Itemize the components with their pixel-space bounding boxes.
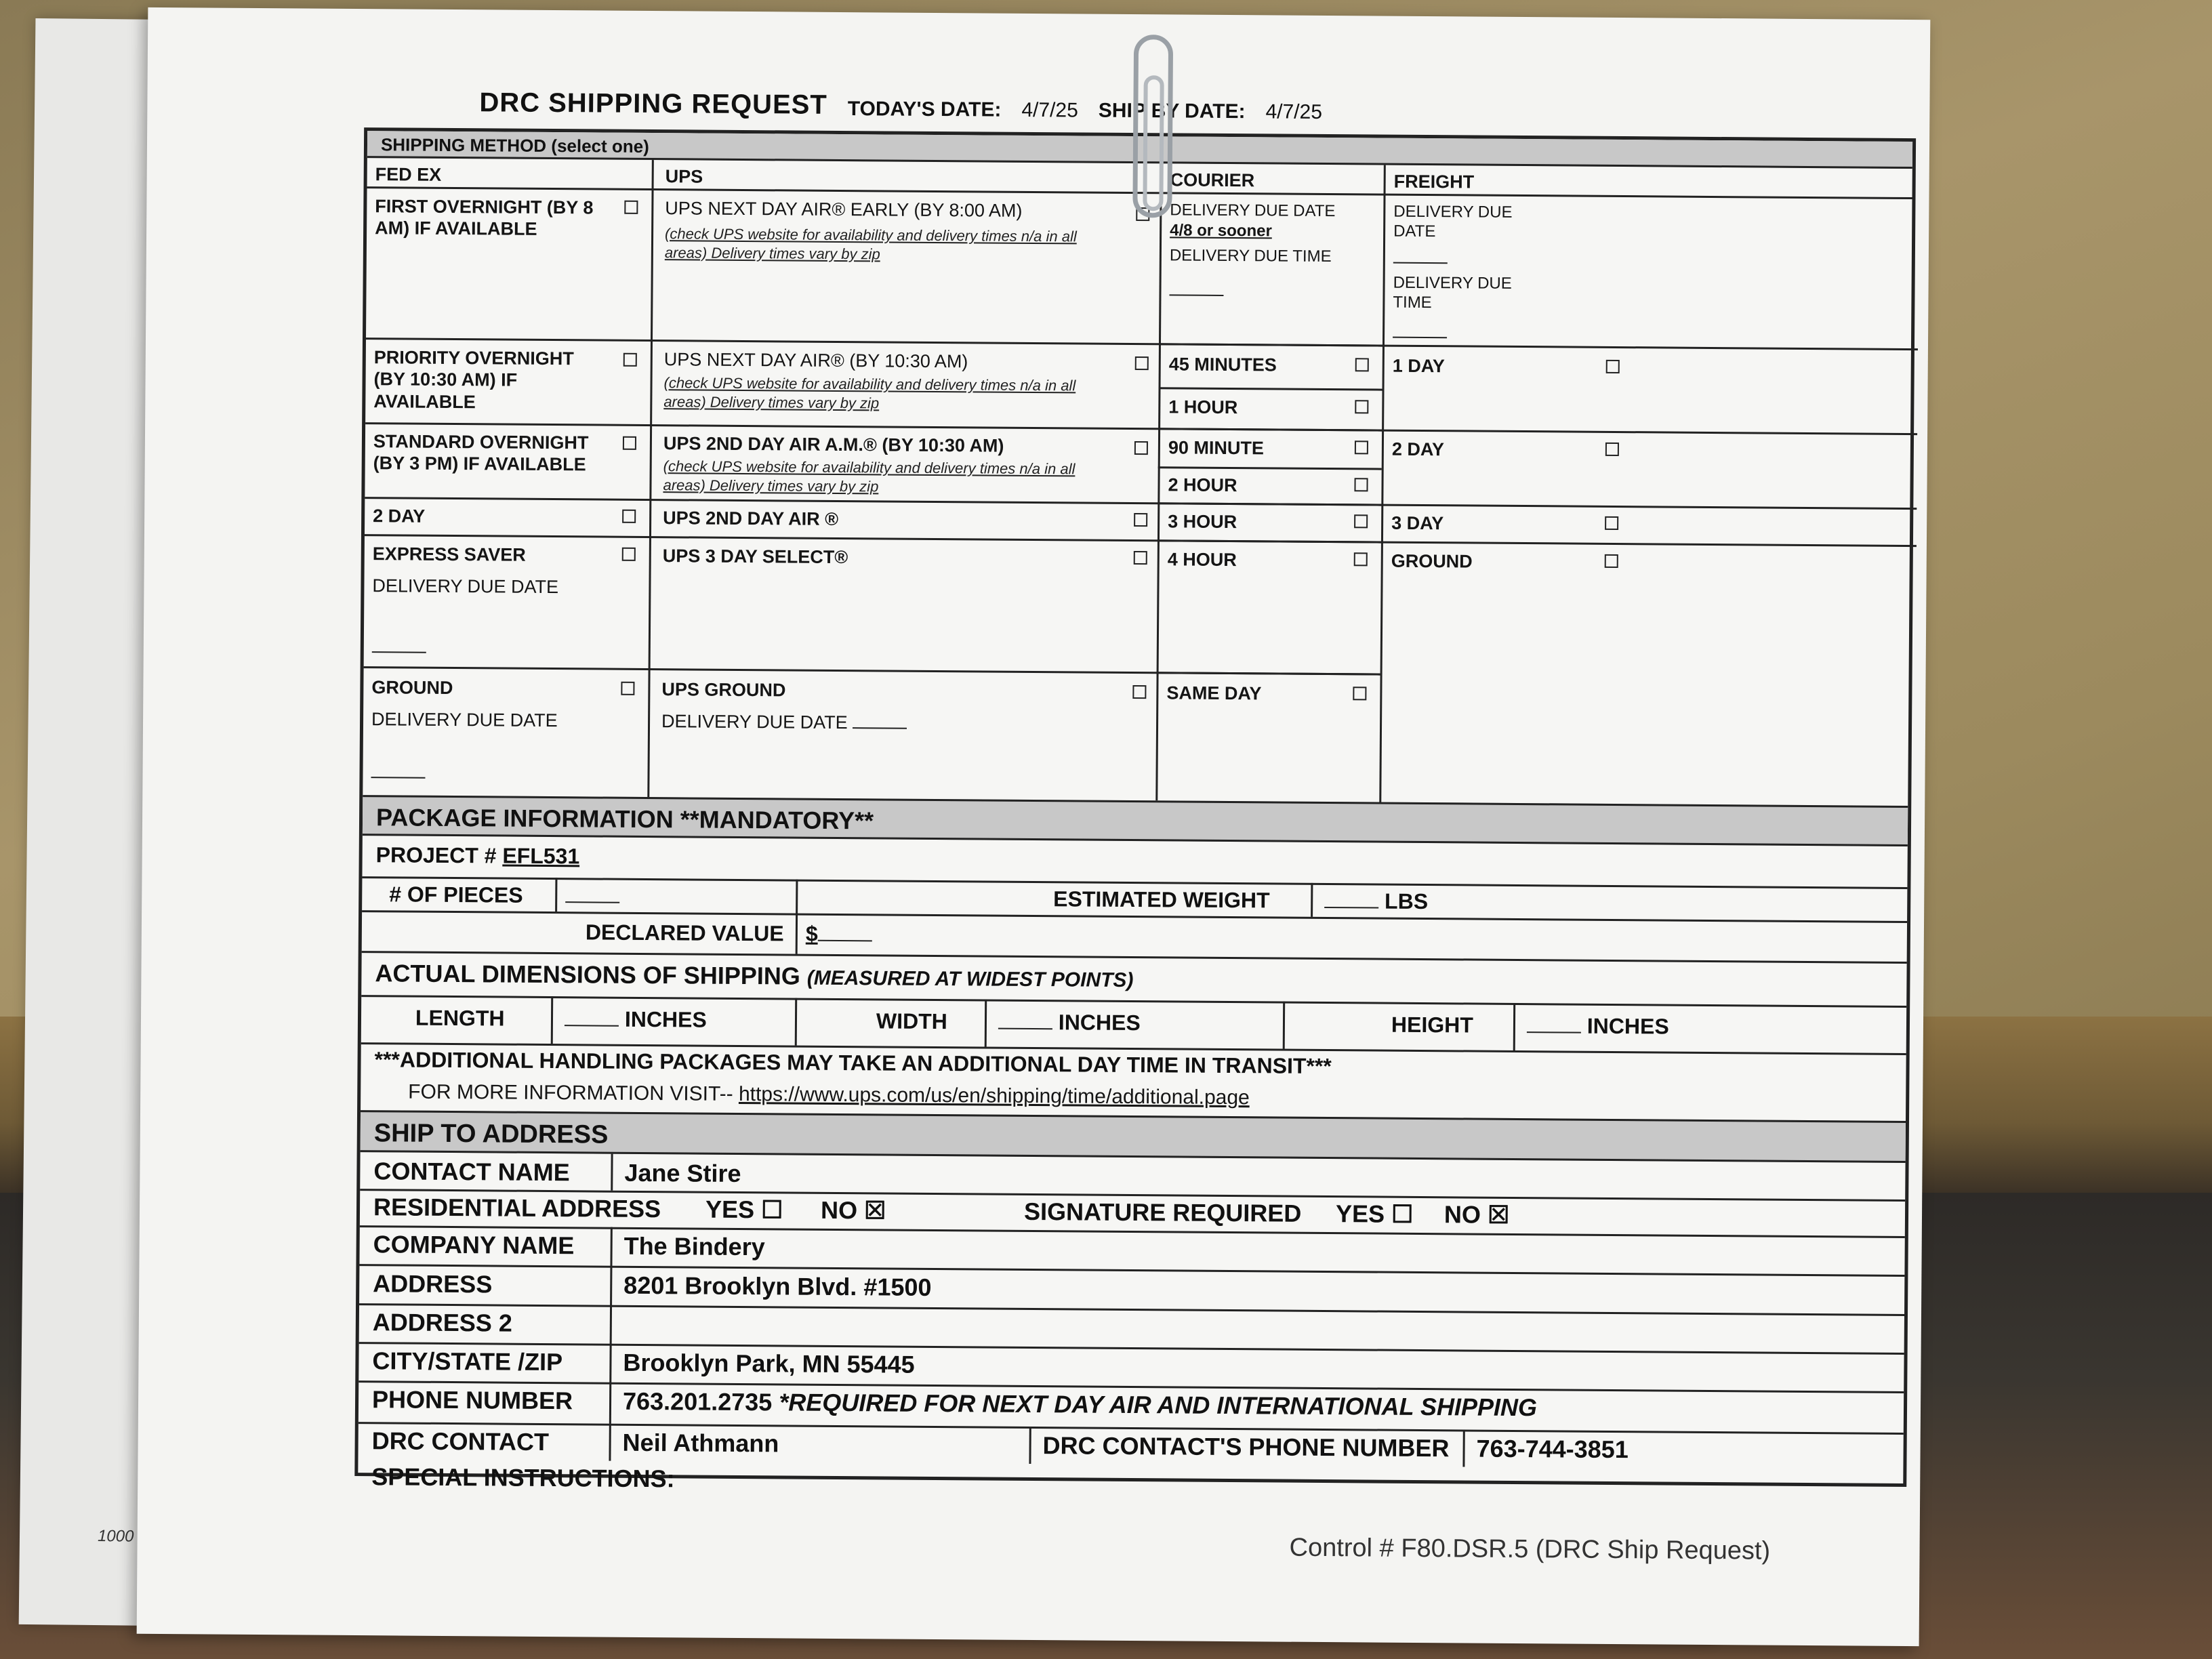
drc-contact-label: DRC CONTACT	[371, 1427, 550, 1456]
residential-no-label: NO	[820, 1195, 858, 1225]
length-label: LENGTH	[415, 1005, 505, 1031]
fedex-first-overnight-checkbox[interactable]	[624, 201, 638, 214]
fedex-2-day-checkbox[interactable]	[622, 510, 636, 523]
ups-2nd-day-air-checkbox[interactable]	[1134, 513, 1147, 527]
length-blank[interactable]	[565, 1025, 619, 1027]
ups-availability-note: (check UPS website for availability and delivery times n/a in all areas) Delivery times vary by zip	[663, 457, 1076, 495]
fedex-ground-due-date: DELIVERY DUE DATE	[371, 709, 558, 731]
address-value[interactable]: 8201 Brooklyn Blvd. #1500	[623, 1271, 932, 1301]
ups-2nd-day-am: UPS 2ND DAY AIR A.M.® (BY 10:30 AM)	[663, 433, 1004, 456]
courier-3-hour: 3 HOUR	[1168, 511, 1237, 533]
dimensions-note: (MEASURED AT WIDEST POINTS)	[806, 966, 1134, 992]
ship-by-date: 4/7/25	[1265, 100, 1323, 123]
ups-ground-checkbox[interactable]	[1132, 685, 1146, 699]
freight-due-date-blank[interactable]	[1393, 262, 1448, 264]
width-label: WIDTH	[876, 1008, 947, 1034]
weight-unit: LBS	[1385, 888, 1429, 914]
fedex-express-saver: EXPRESS SAVER	[372, 544, 526, 565]
drc-phone-label: DRC CONTACT'S PHONE NUMBER	[1042, 1431, 1450, 1462]
weight-label: ESTIMATED WEIGHT	[1053, 886, 1270, 913]
signature-yes-label: YES	[1335, 1200, 1385, 1228]
length-unit: INCHES	[624, 1006, 707, 1032]
todays-date-label: TODAY'S DATE:	[847, 98, 1002, 121]
ups-next-day: UPS NEXT DAY AIR® (BY 10:30 AM)	[663, 349, 968, 372]
control-number: Control # F80.DSR.5 (DRC Ship Request)	[1289, 1533, 1771, 1565]
courier-due-date-value: 4/8 or sooner	[1170, 221, 1272, 241]
declared-prefix: $	[805, 921, 818, 946]
declared-value-label: DECLARED VALUE	[585, 920, 784, 946]
signature-no-checkbox-checked[interactable]: ☒	[1487, 1200, 1510, 1229]
freight-due-time: DELIVERY DUE TIME	[1393, 273, 1512, 312]
shipping-request-form-page	[137, 7, 1931, 1646]
residential-yes-checkbox[interactable]: ☐	[760, 1195, 783, 1224]
ups-availability-note: (check UPS website for availability and delivery times n/a in all areas) Delivery times vary by zip	[663, 374, 1076, 411]
ship-by-label: SHIP BY DATE:	[1098, 99, 1246, 123]
fedex-first-overnight: FIRST OVERNIGHT (BY 8 AM) IF AVAILABLE	[375, 196, 594, 240]
courier-45-minutes-checkbox[interactable]	[1355, 358, 1369, 371]
courier-4-hour: 4 HOUR	[1167, 549, 1237, 571]
signature-yes-checkbox[interactable]: ☐	[1391, 1200, 1414, 1228]
courier-1-hour: 1 HOUR	[1168, 396, 1238, 418]
city-state-zip-value[interactable]: Brooklyn Park, MN 55445	[623, 1348, 915, 1378]
ups-2nd-day-am-checkbox[interactable]	[1134, 441, 1148, 455]
courier-45-minutes: 45 MINUTES	[1168, 354, 1277, 375]
residential-label: RESIDENTIAL ADDRESS	[373, 1193, 661, 1223]
ups-3-day-select: UPS 3 DAY SELECT®	[662, 546, 848, 568]
freight-ground-checkbox[interactable]	[1605, 554, 1618, 568]
contact-name-value[interactable]: Jane Stire	[624, 1158, 741, 1187]
address-2-label: ADDRESS 2	[372, 1308, 513, 1337]
ups-next-day-checkbox[interactable]	[1135, 356, 1149, 370]
width-blank[interactable]	[998, 1028, 1052, 1030]
drc-contact-value[interactable]: Neil Athmann	[622, 1428, 779, 1458]
fedex-header: FED EX	[375, 164, 442, 185]
weight-blank[interactable]	[1324, 907, 1378, 909]
width-unit: INCHES	[1058, 1010, 1141, 1036]
courier-2-hour-checkbox[interactable]	[1354, 478, 1368, 491]
info-prefix: FOR MORE INFORMATION VISIT--	[408, 1080, 733, 1105]
freight-3-day: 3 DAY	[1391, 512, 1444, 534]
freight-1-day-checkbox[interactable]	[1606, 360, 1620, 373]
freight-header: FREIGHT	[1393, 171, 1475, 192]
fedex-ground-checkbox[interactable]	[621, 682, 634, 695]
ups-next-day-early: UPS NEXT DAY AIR® EARLY (BY 8:00 AM)	[665, 198, 1023, 221]
courier-same-day-checkbox[interactable]	[1353, 687, 1366, 700]
fedex-express-saver-checkbox[interactable]	[622, 548, 636, 561]
project-label: PROJECT #	[375, 842, 497, 868]
fedex-priority-overnight-checkbox[interactable]	[623, 353, 637, 367]
fedex-express-due-date-blank[interactable]	[372, 651, 426, 653]
city-state-zip-label: CITY/STATE /ZIP	[372, 1347, 563, 1376]
courier-header: COURIER	[1170, 169, 1255, 191]
declared-value-blank[interactable]	[818, 940, 872, 942]
signature-no-label: NO	[1443, 1200, 1481, 1229]
drc-phone-value[interactable]: 763-744-3851	[1476, 1434, 1629, 1464]
fedex-standard-overnight-checkbox[interactable]	[623, 436, 636, 450]
ups-ground: UPS GROUND	[661, 679, 786, 701]
form-table	[354, 127, 1916, 1487]
courier-due-time: DELIVERY DUE TIME	[1169, 246, 1332, 266]
courier-90-minute: 90 MINUTE	[1168, 437, 1265, 459]
form-header	[479, 70, 1902, 128]
residential-no-checkbox-checked[interactable]: ☒	[863, 1196, 886, 1225]
height-label: HEIGHT	[1391, 1012, 1473, 1038]
ups-header: UPS	[665, 166, 703, 187]
pieces-label: # OF PIECES	[389, 882, 523, 907]
courier-90-minute-checkbox[interactable]	[1355, 441, 1368, 454]
company-name-value[interactable]: The Bindery	[623, 1231, 765, 1261]
courier-same-day: SAME DAY	[1166, 682, 1262, 704]
courier-3-hour-checkbox[interactable]	[1354, 514, 1368, 528]
freight-2-day-checkbox[interactable]	[1605, 443, 1619, 456]
fedex-express-due-date: DELIVERY DUE DATE	[372, 575, 559, 598]
form-title: DRC SHIPPING REQUEST	[479, 87, 827, 120]
fedex-ground: GROUND	[371, 677, 453, 699]
pieces-blank[interactable]	[565, 901, 619, 903]
ups-ground-due-date-blank[interactable]	[853, 727, 907, 729]
courier-due-time-blank[interactable]	[1169, 294, 1223, 296]
phone-note: *REQUIRED FOR NEXT DAY AIR AND INTERNATIONAL SHIPPING	[779, 1388, 1538, 1422]
fedex-2-day: 2 DAY	[373, 506, 426, 527]
ups-2nd-day-air: UPS 2ND DAY AIR ®	[663, 508, 839, 529]
freight-due-time-blank[interactable]	[1393, 337, 1447, 339]
special-instructions-label: SPECIAL INSTRUCTIONS:	[371, 1462, 675, 1493]
ups-info-link[interactable]: https://www.ups.com/us/en/shipping/time/additional.page	[738, 1082, 1250, 1109]
ups-availability-note: (check UPS website for availability and delivery times n/a in all areas) Delivery times vary by zip	[664, 225, 1077, 262]
company-name-label: COMPANY NAME	[373, 1230, 575, 1260]
residential-yes-label: YES	[705, 1195, 755, 1224]
freight-due-date: DELIVERY DUE DATE	[1393, 202, 1513, 241]
courier-4-hour-checkbox[interactable]	[1354, 552, 1368, 566]
contact-name-label: CONTACT NAME	[373, 1157, 570, 1187]
courier-due-date: DELIVERY DUE DATE	[1170, 201, 1336, 221]
todays-date: 4/7/25	[1021, 98, 1078, 122]
ship-to-band: SHIP TO ADDRESS	[361, 1110, 1906, 1163]
paper-clip-inner	[1143, 75, 1164, 211]
height-blank[interactable]	[1527, 1031, 1581, 1033]
project-value[interactable]: EFL531	[502, 843, 580, 869]
ups-ground-due-date: DELIVERY DUE DATE	[661, 711, 848, 733]
handling-note: ***ADDITIONAL HANDLING PACKAGES MAY TAKE AN ADDITIONAL DAY TIME IN TRANSIT***	[374, 1047, 1332, 1079]
address-label: ADDRESS	[373, 1269, 493, 1298]
fedex-ground-due-date-blank[interactable]	[371, 777, 425, 779]
shipping-method-band: SHIPPING METHOD (select one)	[367, 131, 1912, 169]
ups-3-day-select-checkbox[interactable]	[1134, 551, 1147, 565]
freight-1-day: 1 DAY	[1392, 355, 1445, 377]
freight-3-day-checkbox[interactable]	[1605, 516, 1618, 530]
page-number: 1000	[97, 1527, 134, 1546]
fedex-priority-overnight: PRIORITY OVERNIGHT (BY 10:30 AM) IF AVAILABLE	[373, 347, 574, 413]
height-unit: INCHES	[1586, 1013, 1669, 1039]
signature-label: SIGNATURE REQUIRED	[1023, 1197, 1302, 1227]
fedex-standard-overnight: STANDARD OVERNIGHT (BY 3 PM) IF AVAILABLE	[373, 431, 589, 475]
courier-1-hour-checkbox[interactable]	[1355, 400, 1368, 413]
dimensions-label: ACTUAL DIMENSIONS OF SHIPPING	[375, 959, 800, 990]
courier-2-hour: 2 HOUR	[1168, 474, 1237, 496]
package-info-band: PACKAGE INFORMATION **MANDATORY**	[363, 795, 1908, 846]
phone-value[interactable]: 763.201.2735	[622, 1387, 773, 1416]
freight-ground: GROUND	[1391, 550, 1473, 572]
phone-label: PHONE NUMBER	[371, 1385, 573, 1415]
freight-2-day: 2 DAY	[1391, 438, 1445, 460]
